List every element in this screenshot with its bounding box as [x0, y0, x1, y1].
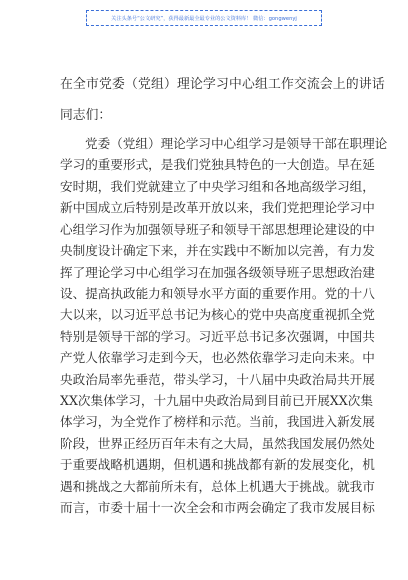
body-line: XX次集体学习，十九届中央政治局到目前已开展XX次集 [60, 393, 373, 409]
body-line: 而言，市委十届十一次全会和市两会确定了我市发展目标 [60, 500, 375, 516]
document-body [60, 133, 388, 519]
body-line: 产党人依靠学习走到今天，也必然依靠学习走向未来。中 [60, 350, 375, 366]
body-line: 心组学习作为加强领导班子和领导干部思想理论建设的中 [60, 221, 375, 237]
body-line: 设、提高执政能力和领导水平方面的重要作用。党的十八 [60, 285, 375, 301]
promo-banner-text: 关注头条号“公文研究”，获得最新最全最专业的公文资料库！ 微信：gongwenyj [111, 15, 297, 22]
body-line: 学习的重要形式，是我们党独具特色的一大创造。早在延 [60, 157, 375, 173]
body-line: 体学习，为全党作了榜样和示范。当前，我国进入新发展 [60, 414, 375, 430]
salutation: 同志们： [60, 108, 112, 123]
body-line: 大以来，以习近平总书记为核心的党中央高度重视抓全党 [60, 307, 375, 323]
body-line: 央制度设计确定下来，并在实践中不断加以完善，有力发 [60, 243, 375, 259]
body-line: 安时期，我们党就建立了中央学习组和各地高级学习组， [60, 178, 375, 194]
body-line: 阶段，世界正经历百年未有之大局，虽然我国发展仍然处 [60, 435, 375, 451]
body-line: 央政治局率先垂范，带头学习，十八届中央政治局共开展 [60, 371, 375, 387]
body-line: 于重要战略机遇期，但机遇和挑战都有新的发展变化，机 [60, 457, 375, 473]
document-title: 在全市党委（党组）理论学习中心组工作交流会上的讲话 [60, 77, 385, 92]
body-line: 挥了理论学习中心组学习在加强各级领导班子思想政治建 [60, 264, 375, 280]
body-line: 党委（党组）理论学习中心组学习是领导干部在职理论 [85, 136, 388, 151]
body-line: 新中国成立后特别是改革开放以来，我们党把理论学习中 [60, 200, 375, 216]
promo-banner [86, 10, 322, 26]
body-line: 特别是领导干部的学习。习近平总书记多次强调，中国共 [60, 328, 375, 344]
body-line: 遇和挑战之大都前所未有，总体上机遇大于挑战。就我市 [60, 478, 375, 494]
